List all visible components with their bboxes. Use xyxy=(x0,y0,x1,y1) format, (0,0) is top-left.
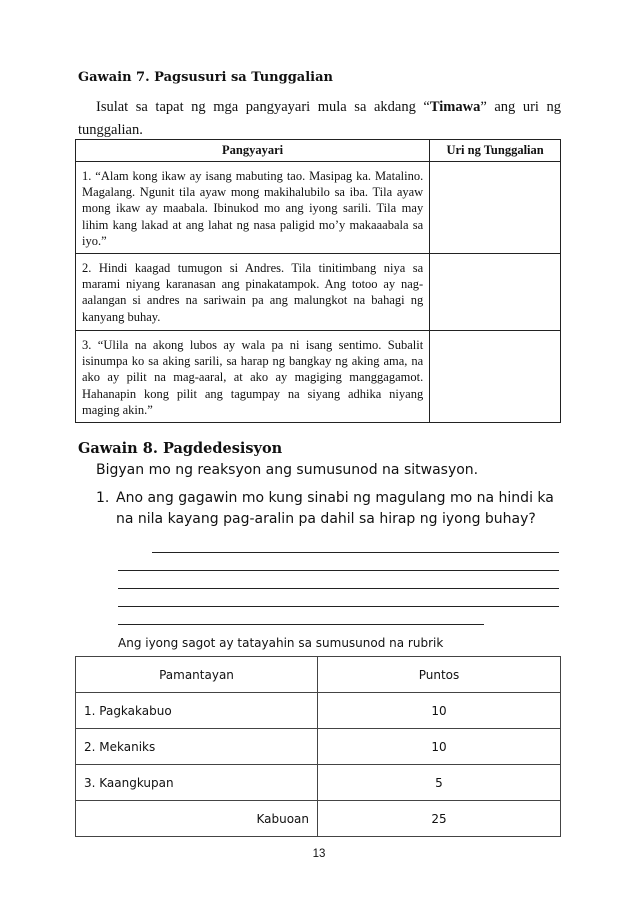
question-text: Ano ang gagawin mo kung sinabi ng magulang mo na hindi ka na nila kayang pag-aralin pa dahil sa hirap ng iyong buhay? xyxy=(116,490,554,527)
pangyayari-cell: 2. Hindi kaagad tumugon si Andres. Tila tinitimbang niya sa marami niyang karanasan ang pinakatampok. Ang totoo ay nag-aalangan si andres na sariwain pa ang malungkot na bahagi ng kanyang buhay. xyxy=(76,254,430,331)
uri-answer-cell[interactable] xyxy=(430,254,561,331)
question-1 xyxy=(96,488,566,530)
gawain7-instruction: Isulat sa tapat ng mga pangyayari mula sa akdang “Timawa” ang uri ng tunggalian. xyxy=(78,99,562,138)
answer-line[interactable] xyxy=(118,570,559,571)
rubric-table xyxy=(75,656,561,837)
table-row xyxy=(76,729,561,765)
gawain8-instruction: Bigyan mo ng reaksyon ang sumusunod na sitwasyon. xyxy=(96,462,479,478)
table-row xyxy=(76,693,561,729)
rubric-note: Ang iyong sagot ay tatayahin sa sumusunod na rubrik xyxy=(118,636,444,650)
table-row xyxy=(76,331,561,423)
pangyayari-cell: 1. “Alam kong ikaw ay isang mabuting tao. Masipag ka. Matalino. Magalang. Ngunit tila ayaw mong makihalubilo sa iba. Tila ayaw mong ikaw ay maabala. Ibinukod mo ang iyong sarili. Tila may lihim kang lakad at ang lahat ng nasa paligid mo’y makaaabala sa iyo.” xyxy=(76,162,430,254)
uri-answer-cell[interactable] xyxy=(430,162,561,254)
pangyayari-cell: 3. “Ulila na akong lubos ay wala pa ni isang sentimo. Subalit isinumpa ko sa aking sarili, sa harap ng bangkay ng aking ama, na ako ay pilit na mag-aaral, at ako ay magiging manggagamot. Hahanapin kong pilit ang tagumpay na siyang adhika niyang maging akin.” xyxy=(76,331,430,423)
puntos-cell: 10 xyxy=(318,693,561,729)
puntos-cell: 10 xyxy=(318,729,561,765)
pamantayan-cell: 1. Pagkakabuo xyxy=(76,693,318,729)
answer-line[interactable] xyxy=(118,588,559,589)
answer-line[interactable] xyxy=(118,606,559,607)
answer-line[interactable] xyxy=(118,624,484,625)
total-value: 25 xyxy=(318,801,561,837)
pamantayan-cell: 2. Mekaniks xyxy=(76,729,318,765)
column-header-pangyayari: Pangyayari xyxy=(76,140,430,162)
answer-line[interactable] xyxy=(152,552,559,553)
pamantayan-cell: 3. Kaangkupan xyxy=(76,765,318,801)
gawain8-title: Gawain 8. Pagdedesisyon xyxy=(78,440,283,457)
page-number: 13 xyxy=(312,848,326,860)
total-label: Kabuoan xyxy=(76,801,318,837)
puntos-cell: 5 xyxy=(318,765,561,801)
rubric-header-row xyxy=(76,657,561,693)
rubric-total-row xyxy=(76,801,561,837)
table-row xyxy=(76,765,561,801)
column-header-pamantayan: Pamantayan xyxy=(76,657,318,693)
table-header-row xyxy=(76,140,561,162)
table-row xyxy=(76,162,561,254)
question-number: 1. xyxy=(96,490,110,506)
uri-answer-cell[interactable] xyxy=(430,331,561,423)
table-row xyxy=(76,254,561,331)
akda-title: Timawa xyxy=(429,99,481,115)
column-header-puntos: Puntos xyxy=(318,657,561,693)
column-header-uri: Uri ng Tunggalian xyxy=(430,140,561,162)
tunggalian-table xyxy=(75,139,561,423)
gawain7-title: Gawain 7. Pagsusuri sa Tunggalian xyxy=(78,70,333,85)
